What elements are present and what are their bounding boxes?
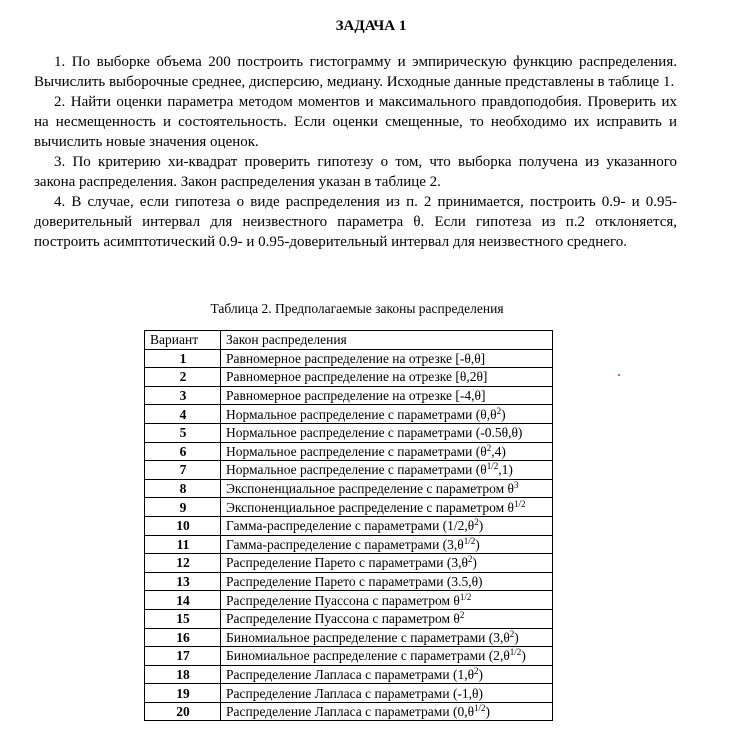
variant-number: 15	[145, 609, 221, 628]
table-row	[145, 461, 553, 480]
distribution-law	[221, 554, 553, 573]
law-text: Распределение Лапласа с параметрами (1,θ	[226, 666, 475, 682]
variant-number: 9	[145, 498, 221, 517]
task-item-2: 2. Найти оценки параметра методом моментов и максимального правдоподобия. Проверить их на несмещенность и состоятельность. Если оценки смещенные, то необходимо их исправить и вычислить новые значения оценок.	[34, 94, 677, 150]
variant-number: 11	[145, 535, 221, 554]
law-exponent: 2	[467, 554, 473, 565]
distribution-law	[221, 349, 553, 368]
law-text: Нормальное распределение с параметрами (θ	[226, 443, 487, 459]
law-exponent: 2	[474, 665, 479, 676]
stray-mark	[618, 374, 620, 376]
law-text-tail: )	[472, 555, 477, 571]
distribution-law	[221, 535, 553, 554]
law-exponent: 1/2	[509, 647, 522, 658]
distribution-law	[221, 647, 553, 666]
variant-number: 19	[145, 684, 221, 703]
distribution-law	[221, 628, 553, 647]
table-row	[145, 349, 553, 368]
variant-number: 16	[145, 628, 221, 647]
table-caption: Таблица 2. Предполагаемые законы распределения	[210, 301, 504, 316]
table-row	[145, 684, 553, 703]
law-text: Равномерное распределение на отрезке [-4,θ]	[226, 388, 486, 404]
variant-number: 10	[145, 516, 221, 535]
distribution-law	[221, 423, 553, 442]
distribution-law	[221, 702, 553, 721]
law-text-tail: )	[478, 518, 484, 534]
law-text: Равномерное распределение на отрезке [-θ,θ]	[226, 350, 486, 366]
task-item-3: 3. По критерию хи-квадрат проверить гипотезу о том, что выборка получена из указанного закона распределения. Закон распределения указан в таблице 2.	[34, 154, 677, 190]
table-row	[145, 368, 553, 387]
table-row	[145, 609, 553, 628]
distribution-law	[221, 684, 553, 703]
table-row	[145, 554, 553, 573]
distribution-law	[221, 498, 553, 517]
variant-number: 2	[145, 368, 221, 387]
distribution-law	[221, 386, 553, 405]
law-text-tail: )	[514, 629, 519, 645]
table-row	[145, 591, 553, 610]
law-text: Распределение Пуассона с параметром θ	[226, 611, 460, 627]
variant-number: 7	[145, 461, 221, 480]
task-list	[34, 52, 677, 252]
table-row	[145, 572, 553, 591]
law-exponent: 1/2	[474, 703, 486, 714]
law-text-tail: )	[485, 704, 491, 720]
table-row	[145, 535, 553, 554]
law-text: Нормальное распределение с параметрами (θ	[226, 462, 487, 478]
distribution-law	[221, 442, 553, 461]
law-text: Гамма-распределение с параметрами (1/2,θ	[226, 518, 475, 534]
law-text: Распределение Парето с параметрами (3.5,θ)	[226, 574, 483, 590]
law-text-tail: ,1)	[498, 462, 513, 478]
distribution-law	[221, 405, 553, 424]
law-text-tail: )	[475, 536, 480, 552]
law-exponent: 1/2	[486, 461, 499, 472]
law-text-tail: )	[521, 648, 526, 664]
table-row	[145, 479, 553, 498]
variant-number: 13	[145, 572, 221, 591]
table-row	[145, 386, 553, 405]
variant-number: 3	[145, 386, 221, 405]
variant-number: 4	[145, 405, 221, 424]
law-exponent: 1/2	[459, 591, 472, 602]
law-text-tail: ,4)	[491, 443, 506, 459]
table-body	[145, 349, 553, 721]
variant-number: 17	[145, 647, 221, 666]
header-variant: Вариант	[145, 331, 221, 350]
law-text: Нормальное распределение с параметрами (-0.5θ,θ)	[226, 425, 523, 441]
table-row	[145, 423, 553, 442]
law-text: Экспоненциальное распределение с параметром θ	[226, 499, 514, 515]
variant-number: 20	[145, 702, 221, 721]
law-exponent: 1/2	[513, 498, 526, 509]
law-text: Гамма-распределение с параметрами (3,θ	[226, 536, 464, 552]
law-text: Биномиальное распределение с параметрами (2,θ	[226, 648, 510, 664]
variant-number: 5	[145, 423, 221, 442]
law-text: Распределение Лапласа с параметрами (-1,θ)	[226, 685, 484, 701]
law-text: Равномерное распределение на отрезке [θ,2θ]	[226, 369, 488, 385]
table-row	[145, 628, 553, 647]
law-exponent: 2	[496, 405, 502, 416]
distribution-table	[144, 330, 553, 721]
variant-number: 18	[145, 665, 221, 684]
law-text-tail: )	[478, 666, 484, 682]
distribution-law	[221, 516, 553, 535]
law-exponent: 2	[459, 610, 465, 621]
law-exponent: 2	[486, 442, 492, 453]
law-exponent: 2	[474, 517, 479, 528]
variant-number: 8	[145, 479, 221, 498]
law-text: Экспоненциальное распределение с параметром θ	[226, 481, 514, 497]
distribution-law	[221, 591, 553, 610]
variant-number: 12	[145, 554, 221, 573]
distribution-law	[221, 572, 553, 591]
distribution-law	[221, 479, 553, 498]
table-row	[145, 405, 553, 424]
distribution-law	[221, 461, 553, 480]
law-exponent: 2	[509, 628, 515, 639]
table-row	[145, 647, 553, 666]
table-row	[145, 498, 553, 517]
law-text: Распределение Пуассона с параметром θ	[226, 592, 460, 608]
law-text: Распределение Лапласа с параметрами (0,θ	[226, 704, 475, 720]
table-row	[145, 665, 553, 684]
distribution-law	[221, 368, 553, 387]
law-exponent: 1/2	[463, 535, 476, 546]
table-row	[145, 516, 553, 535]
variant-number: 14	[145, 591, 221, 610]
law-text: Нормальное распределение с параметрами (θ,θ	[226, 406, 497, 422]
law-exponent: 3	[513, 480, 519, 491]
table-row	[145, 442, 553, 461]
variant-number: 1	[145, 349, 221, 368]
law-text: Распределение Парето с параметрами (3,θ	[226, 555, 468, 571]
distribution-law	[221, 609, 553, 628]
variant-number: 6	[145, 442, 221, 461]
task-item-4: 4. В случае, если гипотеза о виде распределения из п. 2 принимается, построить 0.9- и 0.95-доверительный интервал для неизвестного параметра θ. Если гипотеза из п.2 отклоняется, построить асимптотический 0.9- и 0.95-доверительный интервал для неизвестного среднего.	[34, 194, 677, 250]
table-header-row	[145, 331, 553, 350]
law-text: Биномиальное распределение с параметрами (3,θ	[226, 629, 510, 645]
distribution-law	[221, 665, 553, 684]
task-item-1: 1. По выборке объема 200 построить гистограмму и эмпирическую функцию распределения. Вычислить выборочные среднее, дисперсию, медиану. Исходные данные представлены в таблице 1.	[34, 54, 677, 90]
header-law: Закон распределения	[221, 331, 553, 350]
law-text-tail: )	[501, 406, 506, 422]
table-row	[145, 702, 553, 721]
document-title: ЗАДАЧА 1	[335, 18, 407, 34]
